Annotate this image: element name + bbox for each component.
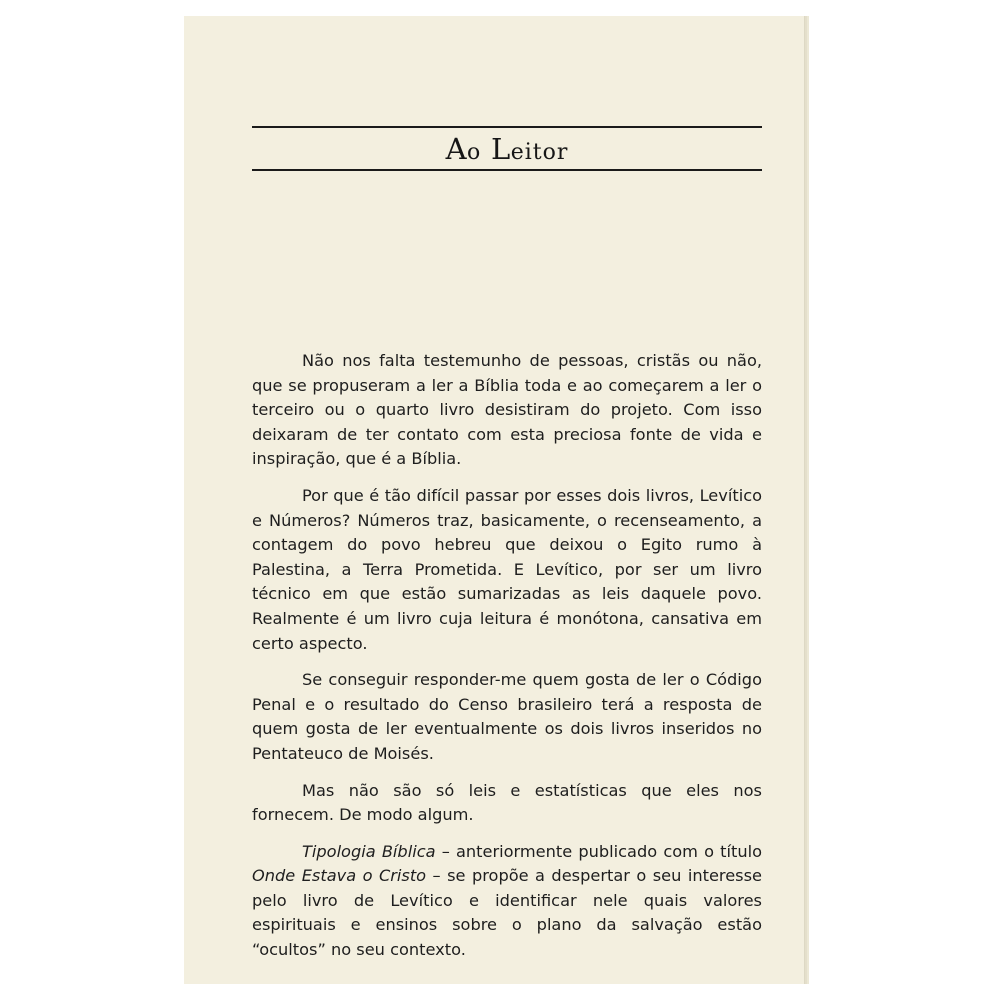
heading-top-rule (252, 126, 762, 128)
paragraph-2: Por que é tão difícil passar por esses dois livros, Levítico e Números? Números traz, basicamente, o recenseamento, a contagem do povo hebreu que deixou o Egito rumo à Palestina, a Terra Prometida. E Levítico, por ser um livro técnico em que estão sumarizadas as leis daquele povo. Realmente é um livro cuja leitura é monótona, cansativa em certo aspecto. (252, 485, 762, 653)
heading-bottom-rule (252, 169, 762, 171)
book-title-1: Tipologia Bíblica (302, 841, 436, 861)
paragraph-5-part-2: – se propõe a despertar o seu interesse pelo livro de Levítico e identificar nele quais valores espirituais e ensinos sobre o plano da salvação estão “ocultos” no seu contexto. (252, 866, 762, 960)
paragraph-4: Mas não são só leis e estatísticas que eles nos fornecem. De modo algum. (252, 780, 762, 825)
paragraph-5 (252, 840, 762, 963)
book-title-2: Onde Estava o Cristo (252, 866, 427, 886)
paragraph-5-part-1: – anteriormente publicado com o título (435, 841, 762, 861)
paragraph-1: Não nos falta testemunho de pessoas, cristãs ou não, que se propuseram a ler a Bíblia toda e ao começarem a ler o terceiro ou o quarto livro desistiram do projeto. Com isso deixaram de ter contato com esta preciosa fonte de vida e inspiração, que é a Bíblia. (252, 351, 762, 469)
paragraph-3: Se conseguir responder-me quem gosta de ler o Código Penal e o resultado do Censo brasileiro terá a resposta de quem gosta de ler eventualmente os dois livros inseridos no Pentateuco de Moisés. (252, 670, 762, 763)
heading-word-1-rest: o (467, 140, 482, 165)
heading-word-2-initial: L (490, 132, 511, 166)
body-text (252, 349, 762, 975)
heading-word-2-rest: eitor (510, 140, 569, 165)
heading-word-1-initial: A (445, 132, 468, 166)
chapter-heading (252, 130, 762, 172)
